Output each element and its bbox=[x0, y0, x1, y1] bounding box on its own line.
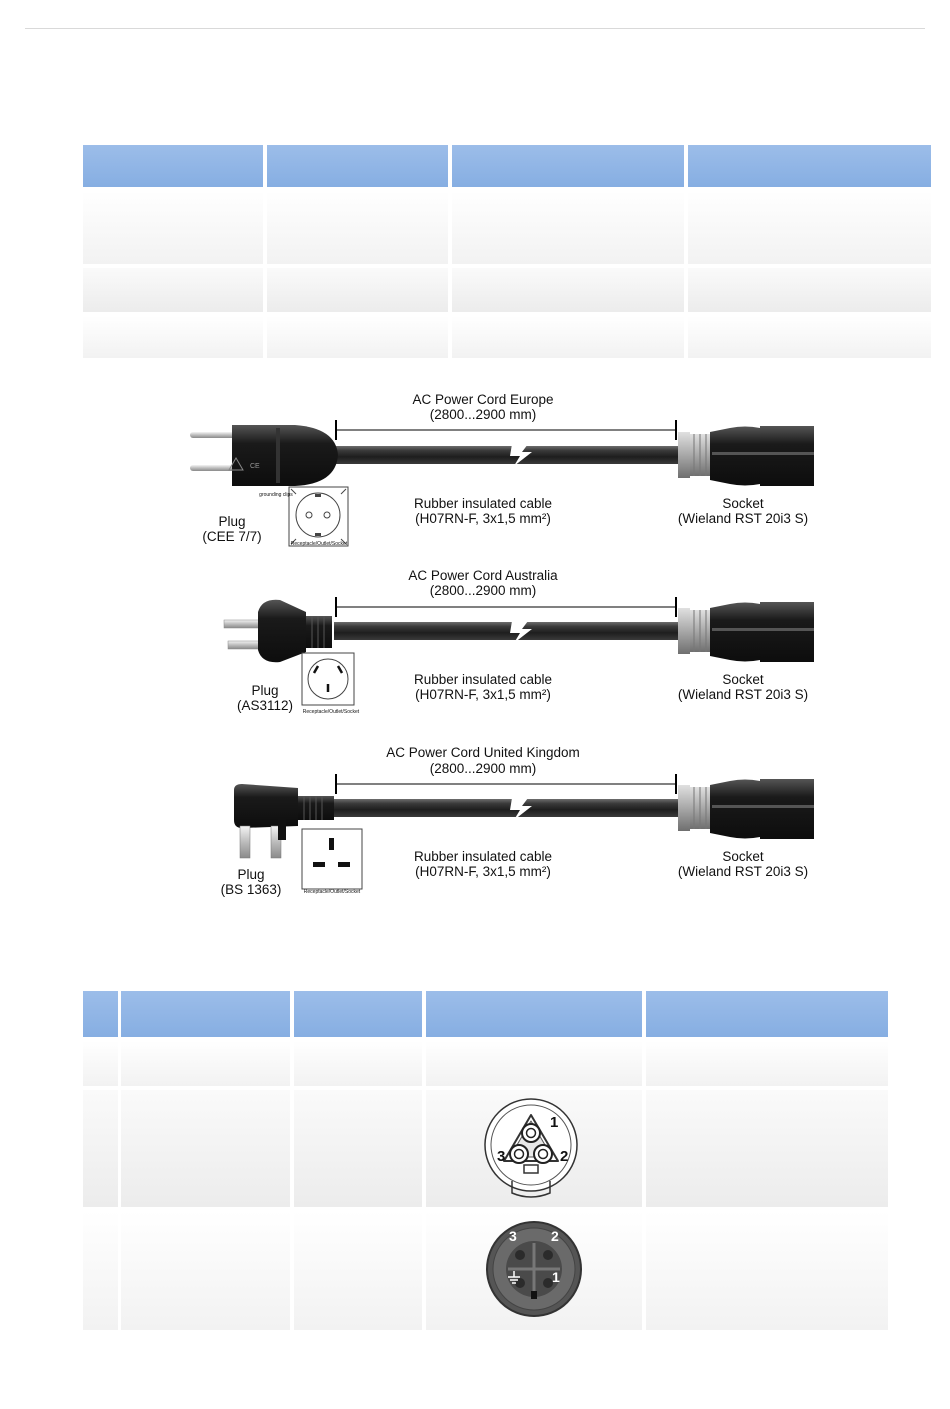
cord-europe-grounding-note: grounding clips bbox=[259, 492, 293, 498]
cord-uk-length: (2800...2900 mm) bbox=[429, 761, 537, 776]
cord-europe-socket-label: Socket bbox=[722, 496, 764, 511]
table-bottom-cell bbox=[426, 1041, 642, 1086]
pin-label: 2 bbox=[560, 1148, 569, 1165]
cord-uk-receptacle-caption: Receptacle/Outlet/Socket bbox=[303, 889, 361, 895]
receptacle-australia-icon bbox=[302, 653, 354, 705]
table-bottom-cell bbox=[83, 1090, 118, 1207]
cord-uk-socket-type: (Wieland RST 20i3 S) bbox=[677, 864, 809, 879]
table-bottom-header-cell bbox=[426, 991, 642, 1037]
cord-uk-cable-label: Rubber insulated cable bbox=[413, 849, 553, 864]
cord-europe-socket-type: (Wieland RST 20i3 S) bbox=[677, 511, 809, 526]
table-bottom-header-cell bbox=[83, 991, 118, 1037]
cord-europe-receptacle-caption: Receptacle/Outlet/Socket bbox=[290, 541, 348, 547]
cord-uk-plug-type: (BS 1363) bbox=[220, 882, 282, 897]
cord-australia-socket-label: Socket bbox=[722, 672, 764, 687]
cord-australia-cable-label: Rubber insulated cable bbox=[413, 672, 553, 687]
svg-text:CE: CE bbox=[250, 463, 260, 470]
table-bottom-cell bbox=[646, 1041, 888, 1086]
connector-4pin-icon bbox=[484, 1219, 584, 1319]
table-bottom-cell bbox=[294, 1041, 422, 1086]
cord-australia-socket-type: (Wieland RST 20i3 S) bbox=[677, 687, 809, 702]
table-bottom-cell bbox=[121, 1090, 290, 1207]
cord-europe-cable-label: Rubber insulated cable bbox=[413, 496, 553, 511]
cord-europe bbox=[190, 420, 814, 546]
cord-australia-length: (2800...2900 mm) bbox=[429, 583, 537, 598]
pin-label: 3 bbox=[497, 1148, 506, 1165]
table-bottom-header-cell bbox=[294, 991, 422, 1037]
table-bottom-cell bbox=[121, 1211, 290, 1330]
cord-europe-cable-spec: (H07RN-F, 3x1,5 mm²) bbox=[415, 511, 551, 526]
cord-europe-plug-type: (CEE 7/7) bbox=[202, 529, 262, 544]
connector-3pin-icon bbox=[476, 1093, 586, 1203]
table-bottom-cell bbox=[646, 1211, 888, 1330]
table-bottom-cell bbox=[294, 1090, 422, 1207]
pin-label: 3 bbox=[509, 1228, 517, 1244]
cord-uk-socket-label: Socket bbox=[722, 849, 764, 864]
cord-europe-length: (2800...2900 mm) bbox=[429, 407, 537, 422]
cord-uk-title: AC Power Cord United Kingdom bbox=[386, 745, 580, 760]
table-bottom-header-cell bbox=[646, 991, 888, 1037]
cord-europe-plug-label: Plug bbox=[218, 514, 246, 529]
table-bottom-cell bbox=[83, 1041, 118, 1086]
table-bottom-header-cell bbox=[121, 991, 290, 1037]
cord-uk-plug-label: Plug bbox=[237, 867, 265, 882]
table-bottom-cell bbox=[83, 1211, 118, 1330]
table-bottom-cell bbox=[121, 1041, 290, 1086]
table-bottom-cell bbox=[294, 1211, 422, 1330]
cord-australia-title: AC Power Cord Australia bbox=[408, 568, 558, 583]
cord-australia-plug-label: Plug bbox=[251, 683, 279, 698]
pin-label: 1 bbox=[552, 1269, 560, 1285]
pin-label: 2 bbox=[551, 1228, 559, 1244]
table-bottom-cell bbox=[646, 1090, 888, 1207]
cord-australia-receptacle-caption: Receptacle/Outlet/Socket bbox=[302, 709, 360, 715]
pin-label: 1 bbox=[550, 1114, 559, 1131]
cord-europe-title: AC Power Cord Europe bbox=[412, 392, 554, 407]
cord-australia-plug-type: (AS3112) bbox=[236, 698, 294, 713]
cord-uk-cable-spec: (H07RN-F, 3x1,5 mm²) bbox=[415, 864, 551, 879]
cord-australia-cable-spec: (H07RN-F, 3x1,5 mm²) bbox=[415, 687, 551, 702]
